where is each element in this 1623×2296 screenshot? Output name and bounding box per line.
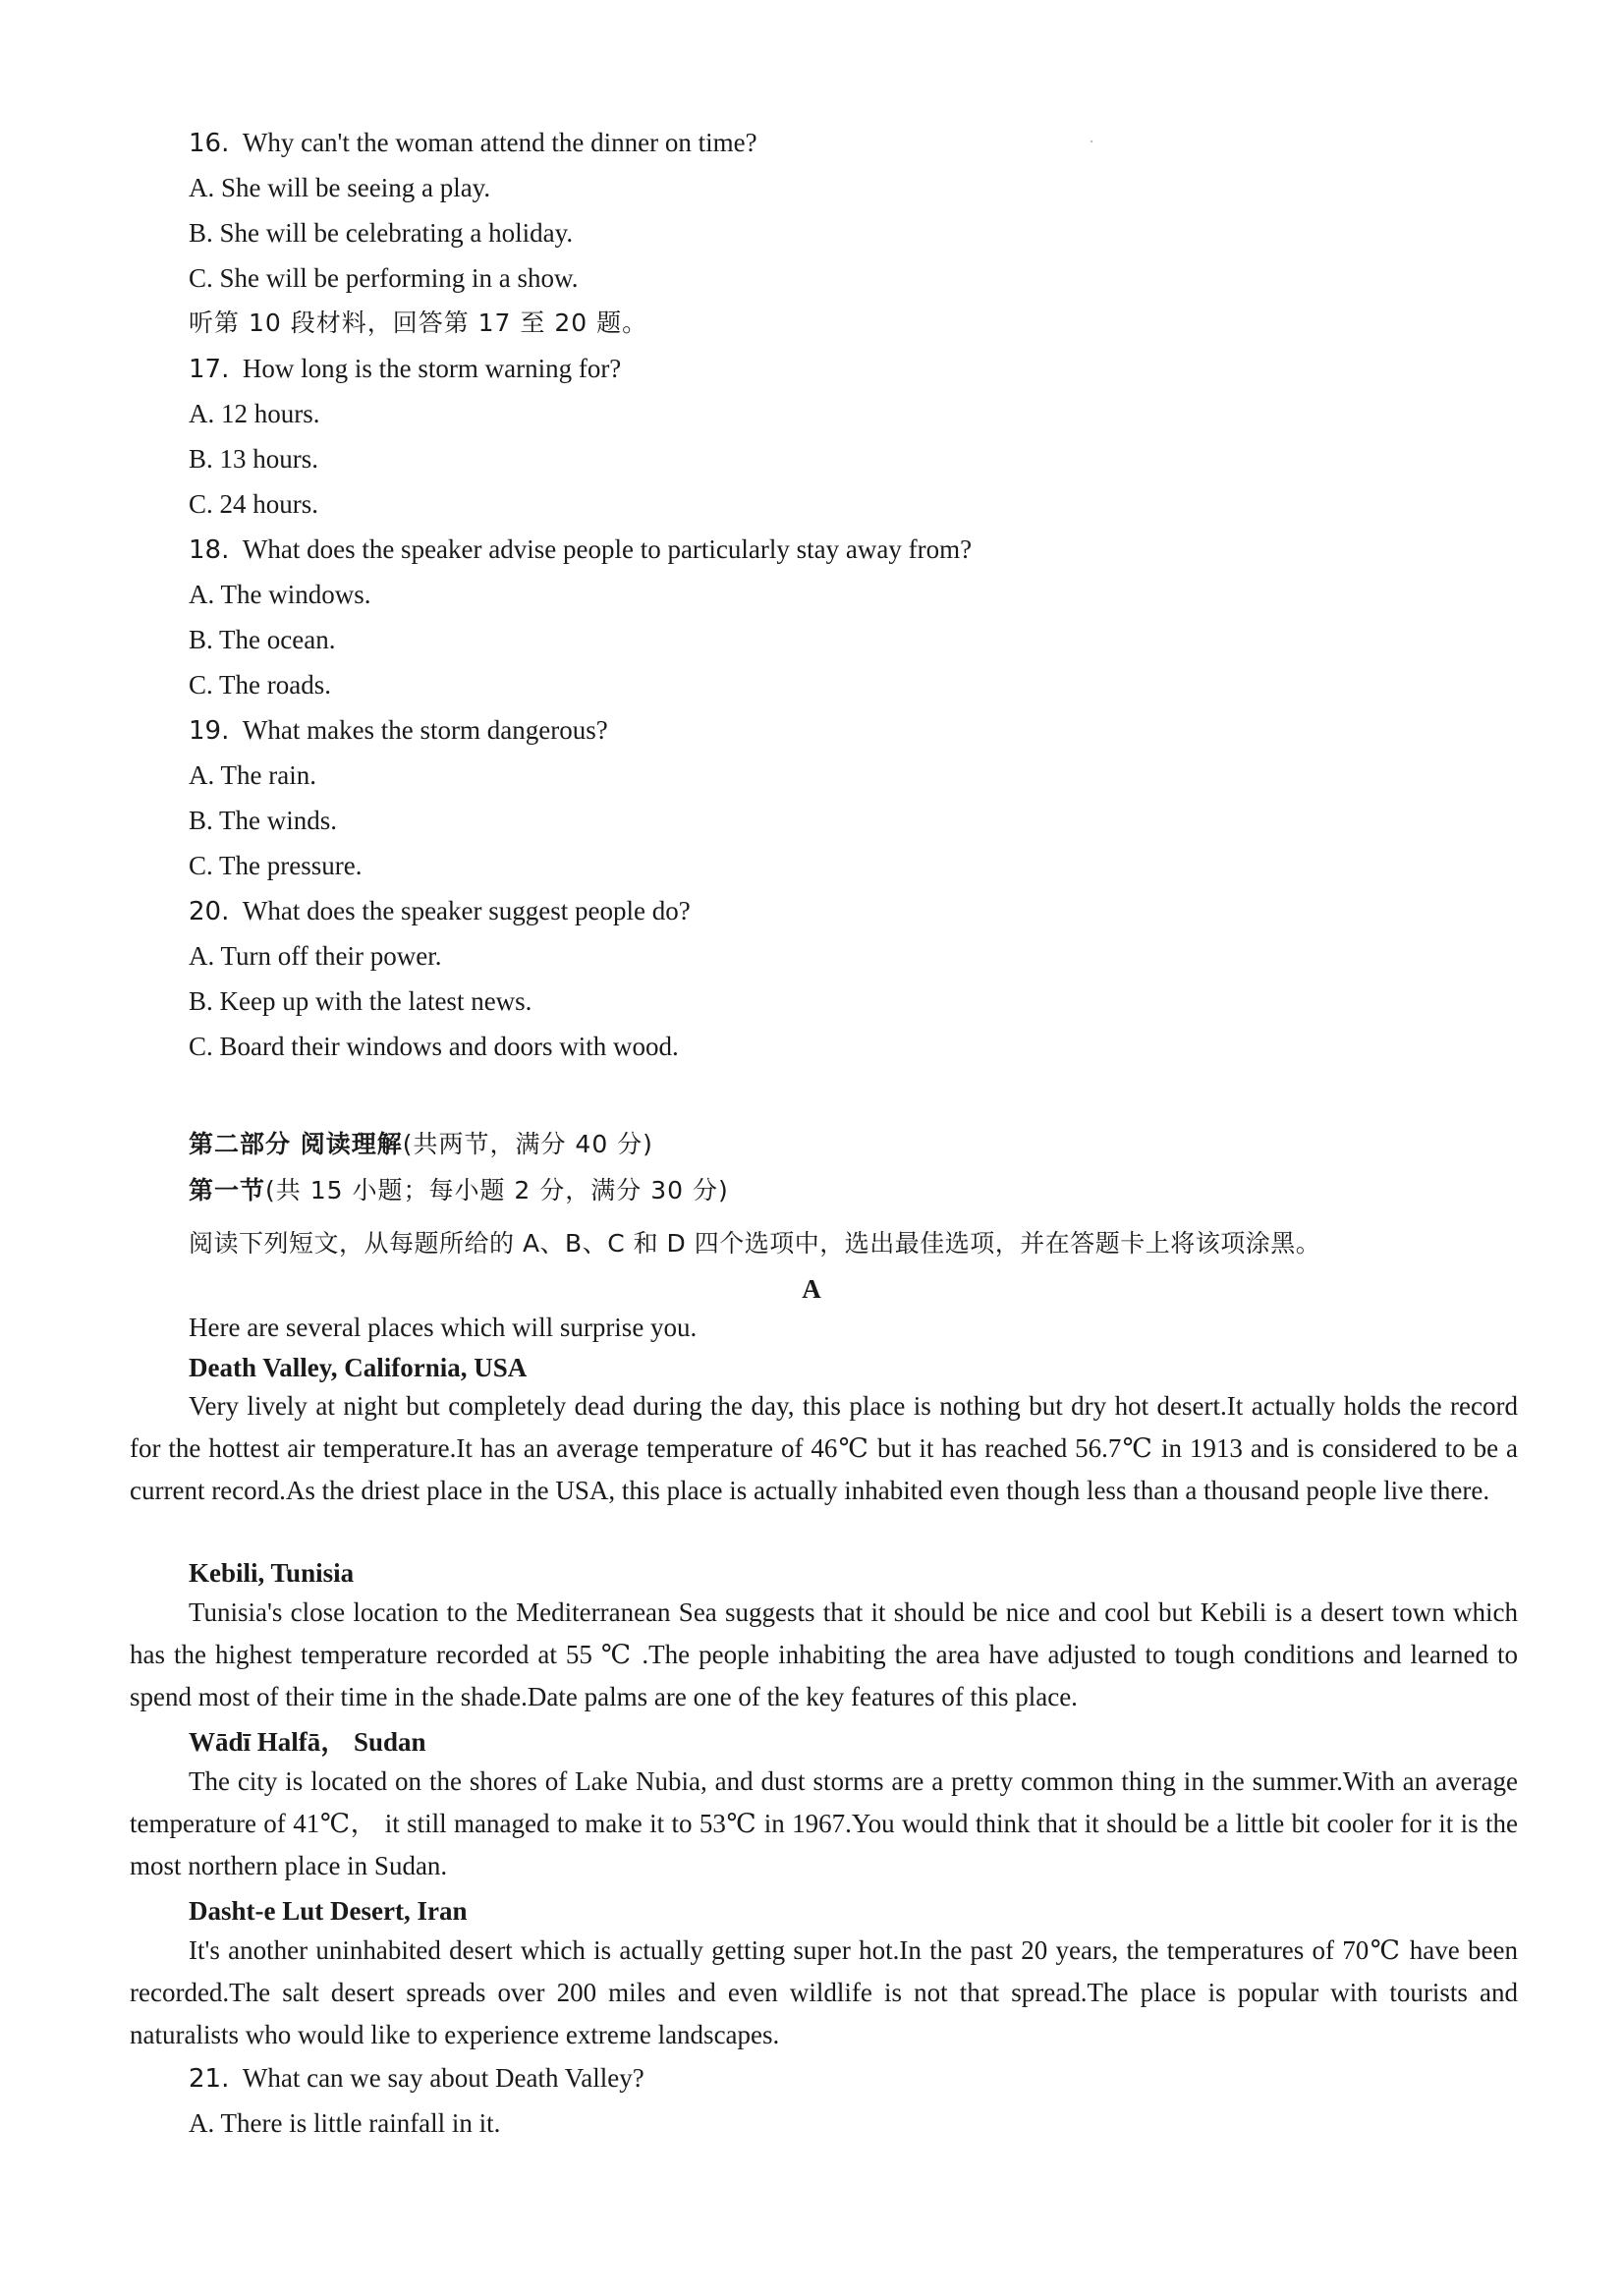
- question-number: 18.: [189, 535, 230, 565]
- question-text: How long is the storm warning for?: [242, 354, 622, 383]
- option-b: B. 13 hours.: [189, 444, 319, 474]
- section-1-title: 第一节: [189, 1176, 266, 1204]
- passage-label: A: [802, 1274, 821, 1304]
- question-text: Why can't the woman attend the dinner on time?: [242, 128, 757, 157]
- section-1-heading: [189, 1170, 729, 1210]
- part-2-title: 第二部分 阅读理解: [189, 1130, 403, 1158]
- question-text: What makes the storm dangerous?: [242, 715, 608, 745]
- question-number: 16.: [189, 129, 230, 158]
- place-heading: Wādī Halfā， Sudan: [189, 1727, 426, 1757]
- reading-instruction: 阅读下列短文，从每题所给的 A、B、C 和 D 四个选项中，选出最佳选项，并在答题卡上将该项涂黑。: [189, 1229, 1321, 1258]
- option-c: C. The pressure.: [189, 851, 363, 880]
- scan-speck: [1091, 140, 1092, 142]
- place-description: The city is located on the shores of Lake Nubia, and dust storms are a pretty common thing in the summer.With an average temperature of 41℃， it still managed to make it to 53℃ in 1967.You would think that it should be a little bit cooler for it is the most northern place in Sudan.: [130, 1766, 1518, 1880]
- option-b: B. The ocean.: [189, 625, 336, 654]
- question-number: 20.: [189, 897, 230, 926]
- option-b: B. She will be celebrating a holiday.: [189, 218, 574, 248]
- place-description: It's another uninhabited desert which is actually getting super hot.In the past 20 years, the temperatures of 70℃ have been recorded.The salt desert spreads over 200 miles and even wildlife is not that spread.The place is popular with tourists and naturalists who would like to experience extreme landscapes.: [130, 1935, 1518, 2049]
- option-c: C. She will be performing in a show.: [189, 263, 579, 293]
- option-a: A. There is little rainfall in it.: [189, 2108, 501, 2138]
- option-b: B. The winds.: [189, 806, 338, 835]
- place-heading: Dasht-e Lut Desert, Iran: [189, 1896, 468, 1926]
- question-text: What can we say about Death Valley?: [242, 2063, 644, 2093]
- question-number: 19.: [189, 716, 230, 746]
- question-21: [189, 2058, 644, 2099]
- question-17: [189, 349, 621, 389]
- question-number: 17.: [189, 355, 230, 384]
- part-2-heading: [189, 1124, 653, 1164]
- question-19: [189, 710, 608, 751]
- question-number: 21.: [189, 2064, 230, 2094]
- place-description: Very lively at night but completely dead during the day, this place is nothing but dry hot desert.It actually holds the record for the hottest air temperature.It has an average temperature of 46℃ but it has reached 56.7℃ in 1913 and is considered to be a current record.As the driest place in the USA, this place is actually inhabited even though less than a thousand people live there.: [130, 1391, 1518, 1505]
- option-c: C. The roads.: [189, 670, 331, 700]
- question-20: [189, 891, 691, 931]
- option-b: B. Keep up with the latest news.: [189, 986, 532, 1016]
- part-2-score: (共两节，满分 40 分): [402, 1130, 653, 1158]
- option-a: A. The windows.: [189, 580, 371, 609]
- question-text: What does the speaker suggest people do?: [242, 896, 691, 925]
- place-heading: Death Valley, California, USA: [189, 1353, 528, 1382]
- question-16: [189, 123, 757, 163]
- option-a: A. 12 hours.: [189, 399, 320, 428]
- passage-intro: Here are several places which will surprise you.: [189, 1313, 698, 1342]
- place-heading: Kebili, Tunisia: [189, 1558, 355, 1588]
- section-1-score: (共 15 小题；每小题 2 分，满分 30 分): [265, 1176, 729, 1204]
- option-a: A. She will be seeing a play.: [189, 173, 491, 202]
- option-a: A. The rain.: [189, 760, 316, 790]
- option-a: A. Turn off their power.: [189, 941, 442, 971]
- option-c: C. Board their windows and doors with wood.: [189, 1032, 679, 1061]
- question-18: [189, 530, 972, 570]
- question-text: What does the speaker advise people to particularly stay away from?: [242, 534, 973, 564]
- section-10-instruction: 听第 10 段材料，回答第 17 至 20 题。: [189, 308, 648, 337]
- option-c: C. 24 hours.: [189, 489, 319, 519]
- place-description: Tunisia's close location to the Mediterranean Sea suggests that it should be nice and cool but Kebili is a desert town which has the highest temperature recorded at 55 ℃ .The people inhabiting the area have adjusted to tough conditions and learned to spend most of their time in the shade.Date palms are one of the key features of this place.: [130, 1597, 1518, 1711]
